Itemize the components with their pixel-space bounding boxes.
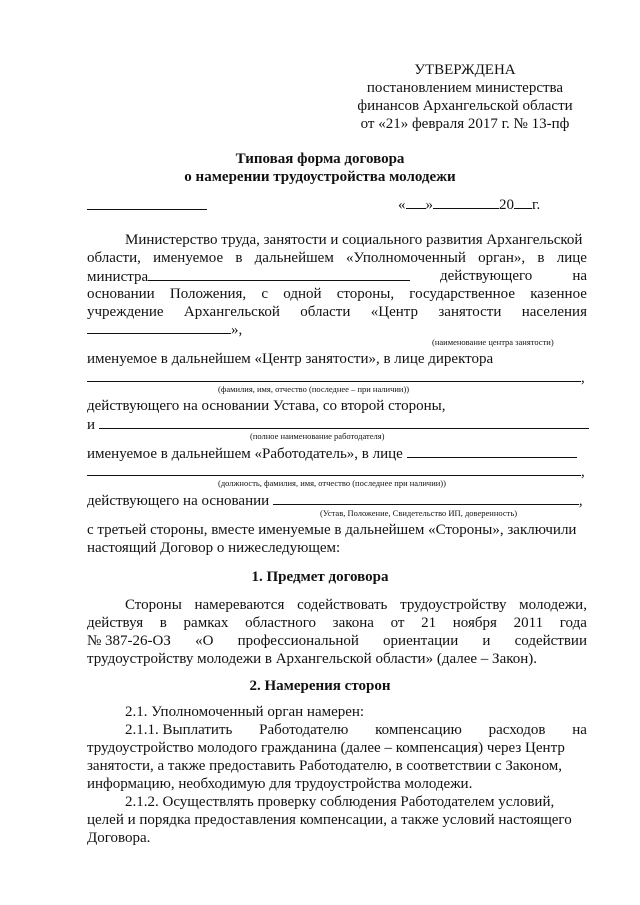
date-line: « » 20 г. [398,197,541,213]
preamble-line-12: , [87,462,585,481]
item-2-1-2-line-3: Договора. [87,830,151,846]
preamble-line-3-end: действующего на [440,268,587,284]
preamble-line-15: настоящий Договор о нижеследующем: [87,540,341,556]
hint-basis: (Устав, Положение, Свидетельство ИП, доверенность) [320,508,518,518]
doc-title-line-2: о намерении трудоустройства молодежи [184,169,456,185]
preamble-line-3-start: министра [87,267,410,286]
preamble-line-2: области, именуемое в дальнейшем «Уполномоченный орган», в лице [87,250,587,266]
item-2-1-2-line-1: 2.1.2. Осуществлять проверку соблюдения Работодателем условий, [125,794,555,810]
section-1-line-4: трудоустройству молодежи в Архангельской области» (далее – Закон). [87,651,538,667]
approval-line-2: финансов Архангельской области [357,98,573,114]
section-1-line-1: Стороны намереваются содействовать трудоустройству молодежи, [125,597,587,613]
hint-employer: (полное наименование работодателя) [250,431,385,441]
preamble-line-9: действующего на основании Устава, со второй стороны, [87,398,446,414]
section-1-line-2: действуя в рамках областного закона от 21 ноября 2011 года [87,615,587,631]
section-2-title: 2. Намерения сторон [249,678,391,694]
preamble-line-4: основании Положения, с одной стороны, государственное казенное [87,286,587,302]
hint-position: (должность, фамилия, имя, отчество (последнее при наличии)) [218,478,446,488]
preamble-line-13: действующего на основании , [87,493,583,509]
item-2-1-2-line-2: целей и порядка предоставления компенсации, а также условий настоящего [87,812,572,828]
item-2-1-1-line-2: трудоустройство молодого гражданина (далее – компенсация) через Центр [87,740,565,756]
preamble-line-1: Министерство труда, занятости и социального развития Архангельской [125,232,583,248]
approval-title: УТВЕРЖДЕНА [414,62,516,78]
place-blank [87,209,207,210]
preamble-line-14: с третьей стороны, вместе именуемые в дальнейшем «Стороны», заключили [87,522,577,538]
preamble-line-7: именуемое в дальнейшем «Центр занятости», в лице директора [87,351,494,367]
preamble-line-8: , [87,368,585,387]
item-2-1-1-line-1: 2.1.1. Выплатить Работодателю компенсацию расходов на [125,722,587,738]
doc-title-line-1: Типовая форма договора [235,151,405,167]
section-1-line-3: № 387-26-ОЗ «О профессиональной ориентации и содействии [87,633,587,649]
preamble-line-5: учреждение Архангельской области «Центр занятости населения [87,304,587,320]
item-2-1: 2.1. Уполномоченный орган намерен: [125,704,365,720]
preamble-line-11: именуемое в дальнейшем «Работодатель», в лице [87,444,577,463]
hint-center-name: (наименование центра занятости) [432,337,554,347]
hint-fio: (фамилия, имя, отчество (последнее – при наличии)) [218,384,410,394]
approval-line-3: от «21» февраля 2017 г. № 13-пф [360,116,570,132]
section-1-title: 1. Предмет договора [251,569,389,585]
approval-line-1: постановлением министерства [366,80,564,96]
item-2-1-1-line-3: занятости, а также предоставить Работодателю, в соответствии с Законом, [87,758,563,774]
preamble-line-10: и [87,415,589,434]
preamble-line-6: », [87,320,242,339]
item-2-1-1-line-4: информацию, необходимую для трудоустройства молодежи. [87,776,473,792]
